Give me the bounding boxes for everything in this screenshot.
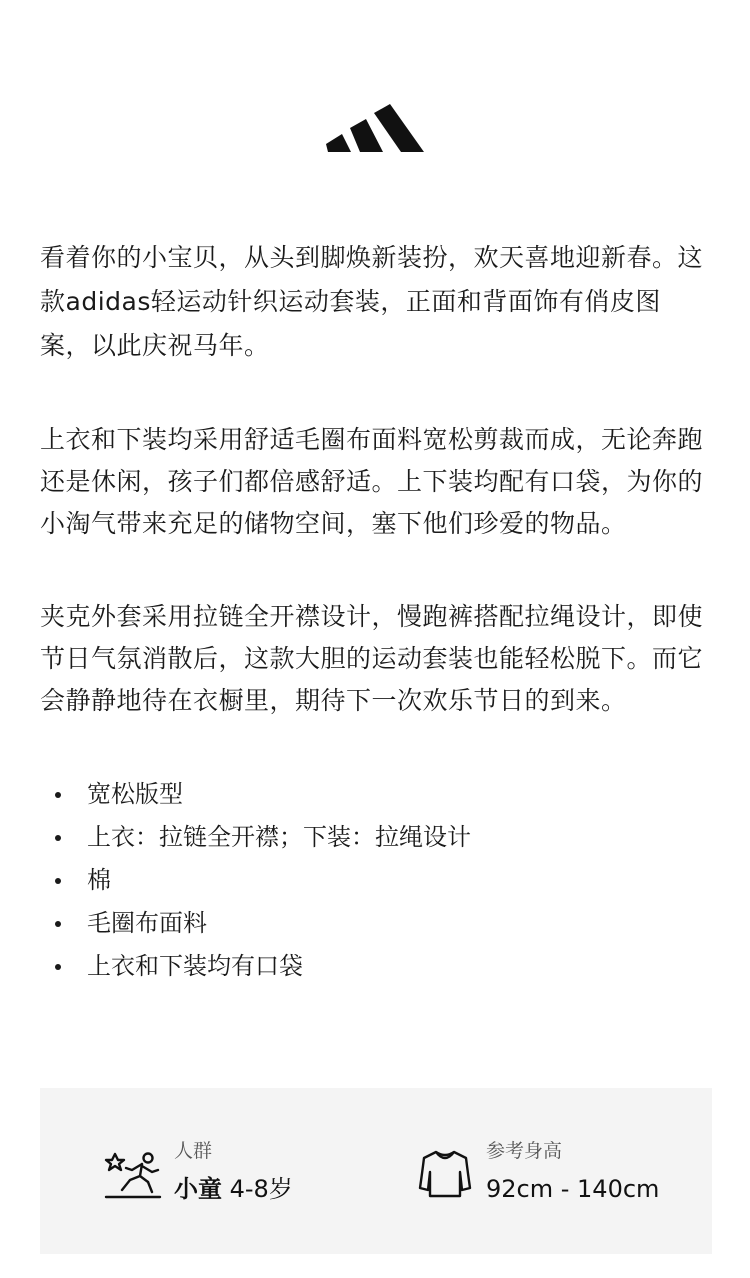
- list-item: [40, 902, 710, 945]
- height-value: 92cm - 140cm: [486, 1175, 660, 1203]
- feature-text: 棉: [87, 866, 111, 894]
- audience-label: 人群: [174, 1140, 213, 1162]
- height-info: [416, 1138, 659, 1206]
- feature-text: 上衣和下装均有口袋: [87, 952, 303, 980]
- feature-text: 上衣：拉链全开襟；下装：拉绳设计: [87, 823, 471, 851]
- audience-value: [174, 1172, 293, 1206]
- adidas-logo-icon: [322, 86, 428, 156]
- description-paragraph: 看着你的小宝贝，从头到脚焕新装扮，欢天喜地迎新春。这款adidas轻运动针织运动套装，正面和背面饰有俏皮图案，以此庆祝马年。: [40, 243, 704, 360]
- audience-value-rest: 4-8岁: [222, 1175, 293, 1203]
- description-paragraph: 夹克外套采用拉链全开襟设计，慢跑裤搭配拉绳设计，即使节日气氛消散后，这款大胆的运动套装也能轻松脱下。而它会静静地待在衣橱里，期待下一次欢乐节日的到来。: [40, 602, 704, 715]
- bullet-icon: [55, 878, 61, 884]
- size-info-panel: [40, 1088, 712, 1254]
- list-item: [40, 945, 710, 988]
- feature-text: 毛圈布面料: [87, 909, 207, 937]
- height-label: 参考身高: [486, 1140, 563, 1162]
- product-description: [40, 236, 710, 988]
- bullet-icon: [55, 964, 61, 970]
- list-item: [40, 773, 710, 816]
- audience-info: [104, 1138, 293, 1206]
- audience-value-bold: 小童: [174, 1175, 222, 1203]
- long-sleeve-shirt-icon: [416, 1148, 474, 1200]
- list-item: [40, 816, 710, 859]
- bullet-icon: [55, 921, 61, 927]
- bullet-icon: [55, 835, 61, 841]
- description-paragraph: 上衣和下装均采用舒适毛圈布面料宽松剪裁而成，无论奔跑还是休闲，孩子们都倍感舒适。上下装均配有口袋，为你的小淘气带来充足的储物空间，塞下他们珍爱的物品。: [40, 425, 704, 538]
- feature-list: [40, 773, 710, 988]
- bullet-icon: [55, 792, 61, 798]
- feature-text: 宽松版型: [87, 780, 183, 808]
- list-item: [40, 859, 710, 902]
- running-child-icon: [104, 1148, 162, 1200]
